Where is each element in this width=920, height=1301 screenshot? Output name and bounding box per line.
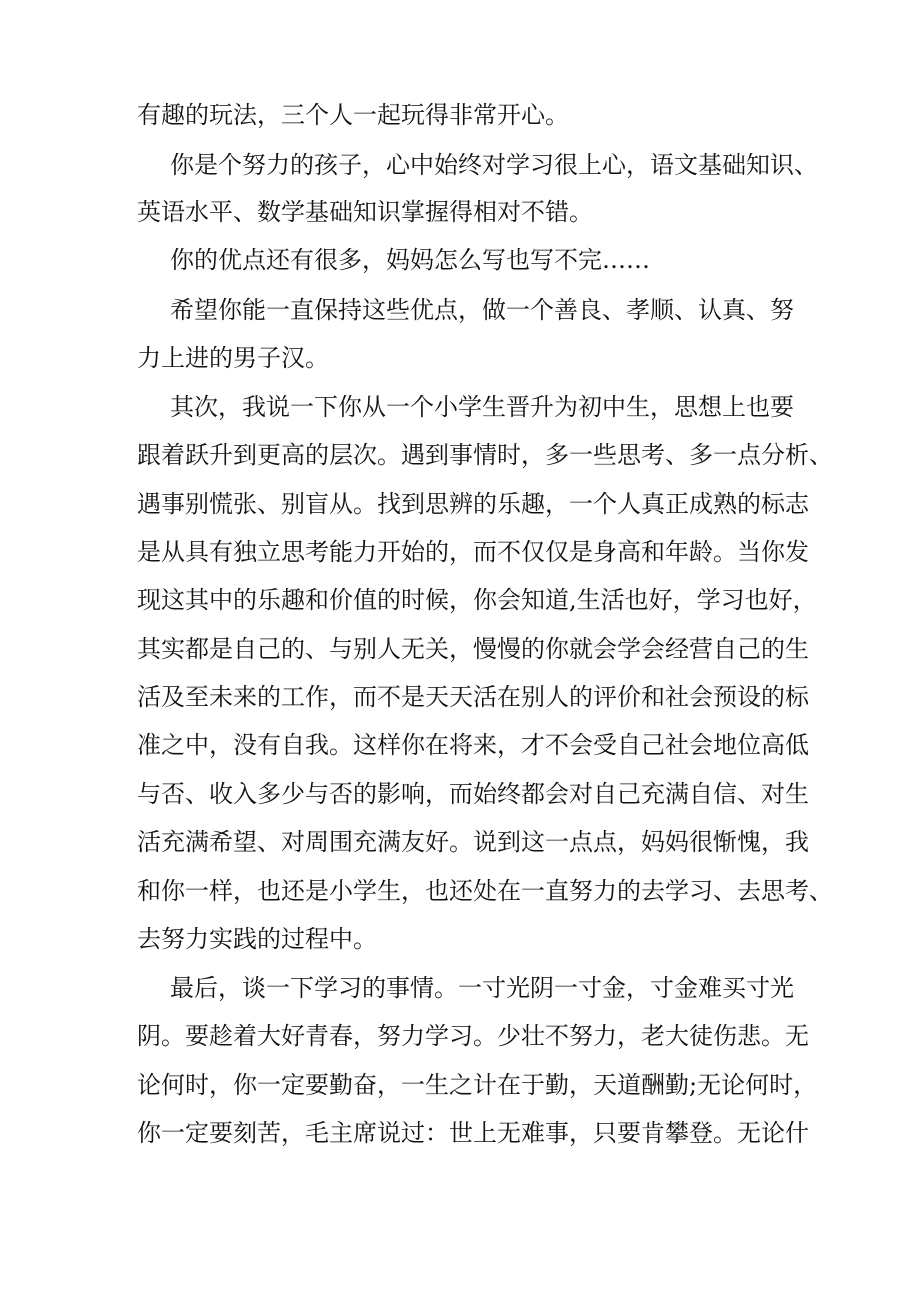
- text-line: 有趣的玩法，三个人一起玩得非常开心。: [137, 101, 569, 129]
- text-line: 英语水平、数学基础知识掌握得相对不错。: [137, 198, 593, 226]
- text-line: 其实都是自己的、与别人无关，慢慢的你就会学会经营自己的生: [137, 635, 809, 663]
- text-line: 活及至未来的工作，而不是天天活在别人的评价和社会预设的标: [137, 683, 809, 711]
- text-line: 与否、收入多少与否的影响，而始终都会对自己充满自信、对生: [137, 780, 809, 808]
- text-line: 活充满希望、对周围充满友好。说到这一点点，妈妈很惭愧，我: [137, 828, 809, 856]
- text-line: 你一定要刻苦，毛主席说过：世上无难事，只要肯攀登。无论什: [137, 1119, 809, 1147]
- text-line: 力上进的男子汉。: [137, 344, 329, 372]
- text-line: 阴。要趁着大好青春，努力学习。少壮不努力，老大徒伤悲。无: [137, 1022, 809, 1050]
- text-line: 最后，谈一下学习的事情。一寸光阴一寸金，寸金难买寸光: [170, 974, 794, 1002]
- text-line: 去努力实践的过程中。: [137, 925, 377, 953]
- text-line: 其次，我说一下你从一个小学生晋升为初中生，思想上也要: [170, 393, 794, 421]
- text-line: 是从具有独立思考能力开始的，而不仅仅是身高和年龄。当你发: [137, 538, 809, 566]
- text-line: 论何时，你一定要勤奋，一生之计在于勤，天道酬勤;无论何时，: [137, 1071, 818, 1099]
- text-line: 你是个努力的孩子，心中始终对学习很上心，语文基础知识、: [170, 151, 818, 179]
- text-line: 希望你能一直保持这些优点，做一个善良、孝顺、认真、努: [170, 296, 794, 324]
- text-line: 跟着跃升到更高的层次。遇到事情时，多一些思考、多一点分析、: [137, 441, 833, 469]
- text-line: 现这其中的乐趣和价值的时候，你会知道,生活也好，学习也好，: [137, 586, 817, 614]
- text-line: 和你一样，也还是小学生，也还处在一直努力的去学习、去思考、: [137, 877, 833, 905]
- text-line: 准之中，没有自我。这样你在将来，才不会受自己社会地位高低: [137, 731, 809, 759]
- text-line: 你的优点还有很多，妈妈怎么写也写不完……: [170, 246, 650, 274]
- text-line: 遇事别慌张、别盲从。找到思辨的乐趣，一个人真正成熟的标志: [137, 490, 809, 518]
